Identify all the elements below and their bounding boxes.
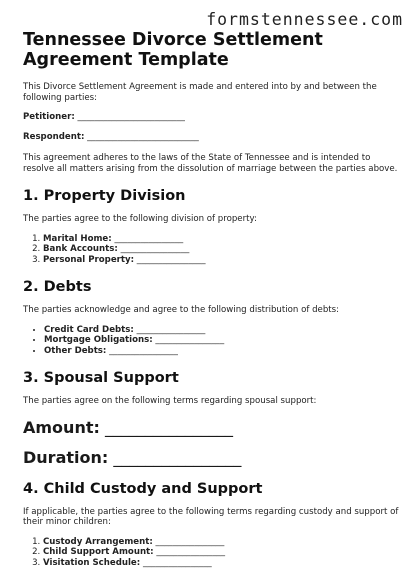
item-label: Personal Property: [43, 255, 134, 265]
duration-label: Duration: [23, 448, 108, 467]
site-watermark: formstennessee.com [206, 10, 403, 29]
list-item [43, 255, 403, 266]
item-label: Other Debts: [44, 346, 106, 356]
section-spousal-support [23, 369, 403, 467]
intro-paragraph: This Divorce Settlement Agreement is made and entered into by and between the following parties: [23, 82, 403, 103]
duration-blank[interactable]: ________________ [113, 448, 241, 467]
list-item [43, 547, 403, 558]
item-label: Bank Accounts: [43, 244, 118, 254]
item-blank[interactable]: ________________ [155, 335, 224, 345]
section-lead: The parties agree to the following division of property: [23, 214, 403, 225]
section-child-custody [23, 480, 403, 568]
petitioner-blank[interactable]: _________________________ [78, 112, 185, 122]
custody-list [23, 537, 403, 568]
respondent-label: Respondent: [23, 132, 84, 142]
list-item [43, 244, 403, 255]
section-lead: If applicable, the parties agree to the following terms regarding custody and support of their minor children: [23, 507, 403, 528]
property-list [23, 234, 403, 266]
item-blank[interactable]: ________________ [121, 244, 190, 254]
section-property [23, 187, 403, 265]
item-label: Child Support Amount: [43, 547, 154, 557]
adherence-paragraph: This agreement adheres to the laws of the State of Tennessee and is intended to resolve all matters arising from the dissolution of marriage between the parties above. [23, 153, 403, 174]
petitioner-label: Petitioner: [23, 112, 75, 122]
item-label: Visitation Schedule: [43, 558, 140, 568]
item-blank[interactable]: ________________ [137, 255, 206, 265]
section-lead: The parties agree on the following terms regarding spousal support: [23, 396, 403, 407]
document-page [23, 30, 403, 568]
item-label: Mortgage Obligations: [44, 335, 153, 345]
respondent-blank[interactable]: __________________________ [87, 132, 199, 142]
amount-label: Amount: [23, 418, 100, 437]
amount-field [23, 418, 403, 437]
list-item [43, 558, 403, 568]
item-blank[interactable]: ________________ [114, 234, 183, 244]
section-debts [23, 278, 403, 356]
list-item [43, 234, 403, 245]
petitioner-field [23, 112, 403, 123]
amount-blank[interactable]: ________________ [105, 418, 233, 437]
item-label: Marital Home: [43, 234, 112, 244]
list-item [44, 346, 403, 357]
respondent-field [23, 132, 403, 143]
list-item [43, 537, 403, 548]
section-heading: 2. Debts [23, 278, 403, 296]
section-heading: 3. Spousal Support [23, 369, 403, 387]
section-lead: The parties acknowledge and agree to the following distribution of debts: [23, 305, 403, 316]
duration-field [23, 448, 403, 467]
list-item [44, 325, 403, 336]
item-blank[interactable]: ________________ [156, 547, 225, 557]
item-blank[interactable]: ________________ [143, 558, 212, 568]
section-heading: 1. Property Division [23, 187, 403, 205]
item-blank[interactable]: ________________ [109, 346, 178, 356]
debts-list [23, 325, 403, 357]
section-heading: 4. Child Custody and Support [23, 480, 403, 498]
item-blank[interactable]: ________________ [137, 325, 206, 335]
item-blank[interactable]: ________________ [156, 537, 225, 547]
list-item [44, 335, 403, 346]
item-label: Credit Card Debts: [44, 325, 134, 335]
document-title: Tennessee Divorce Settlement Agreement Template [23, 30, 403, 70]
item-label: Custody Arrangement: [43, 537, 153, 547]
